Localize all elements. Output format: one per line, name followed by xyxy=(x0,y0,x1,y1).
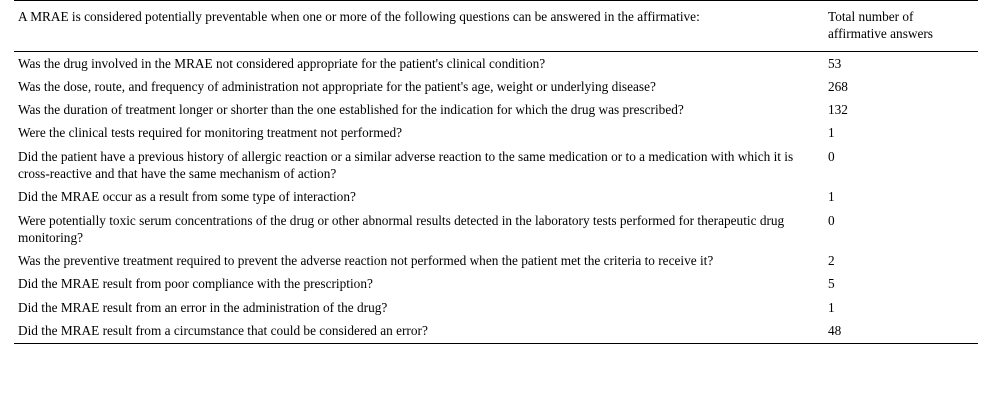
question-cell: Did the MRAE result from a circumstance that could be considered an error? xyxy=(14,319,814,344)
question-cell: Were potentially toxic serum concentrations of the drug or other abnormal results detected in the laboratory tests performed for therapeutic drug monitoring? xyxy=(18,212,785,245)
question-cell: Was the preventive treatment required to prevent the adverse reaction not performed when the patient met the criteria to receive it? xyxy=(18,253,714,269)
count-cell: 268 xyxy=(828,78,848,94)
table-row xyxy=(14,319,978,344)
table-row xyxy=(14,185,978,208)
count-cell: 1 xyxy=(828,125,835,141)
question-cell: Did the MRAE result from an error in the administration of the drug? xyxy=(18,299,388,315)
question-column-header: A MRAE is considered potentially preventable when one or more of the following questions can be answered in the affirmative: xyxy=(14,1,814,52)
question-cell: Was the dose, route, and frequency of administration not appropriate for the patient's age, weight or underlying disease? xyxy=(18,78,656,94)
table-header xyxy=(14,1,978,52)
count-cell: 132 xyxy=(828,102,848,118)
count-column-header xyxy=(814,1,978,52)
table-row xyxy=(14,249,978,272)
count-cell: 53 xyxy=(828,55,842,71)
count-cell: 0 xyxy=(828,148,835,164)
table-row xyxy=(14,51,978,75)
count-cell: 1 xyxy=(828,189,835,205)
count-cell: 2 xyxy=(828,253,835,269)
table-body xyxy=(14,51,978,344)
table-row xyxy=(14,98,978,121)
count-column-header-line2: affirmative answers xyxy=(828,26,933,42)
header-row xyxy=(14,1,978,52)
question-cell: Was the drug involved in the MRAE not considered appropriate for the patient's clinical condition? xyxy=(18,55,546,71)
table-row xyxy=(14,145,978,186)
table-row xyxy=(14,75,978,98)
table-row xyxy=(14,296,978,319)
table-row xyxy=(14,272,978,295)
question-cell: Were the clinical tests required for monitoring treatment not performed? xyxy=(18,125,403,141)
table-row xyxy=(14,121,978,144)
question-cell: Did the patient have a previous history of allergic reaction or a similar adverse reaction to the same medication or to a medication with which it is cross-reactive and that have the same mechanism of action? xyxy=(18,148,794,181)
count-column-header-line1: Total number of xyxy=(828,9,914,24)
count-cell: 5 xyxy=(828,276,835,292)
count-cell: 0 xyxy=(828,212,835,228)
preventability-criteria-table xyxy=(14,0,978,344)
count-cell: 48 xyxy=(814,319,978,344)
table-row xyxy=(14,209,978,250)
count-cell: 1 xyxy=(828,299,835,315)
question-cell: Was the duration of treatment longer or shorter than the one established for the indication for which the drug was prescribed? xyxy=(18,102,684,118)
question-cell: Did the MRAE result from poor compliance with the prescription? xyxy=(18,276,373,292)
question-cell: Did the MRAE occur as a result from some type of interaction? xyxy=(18,189,356,205)
